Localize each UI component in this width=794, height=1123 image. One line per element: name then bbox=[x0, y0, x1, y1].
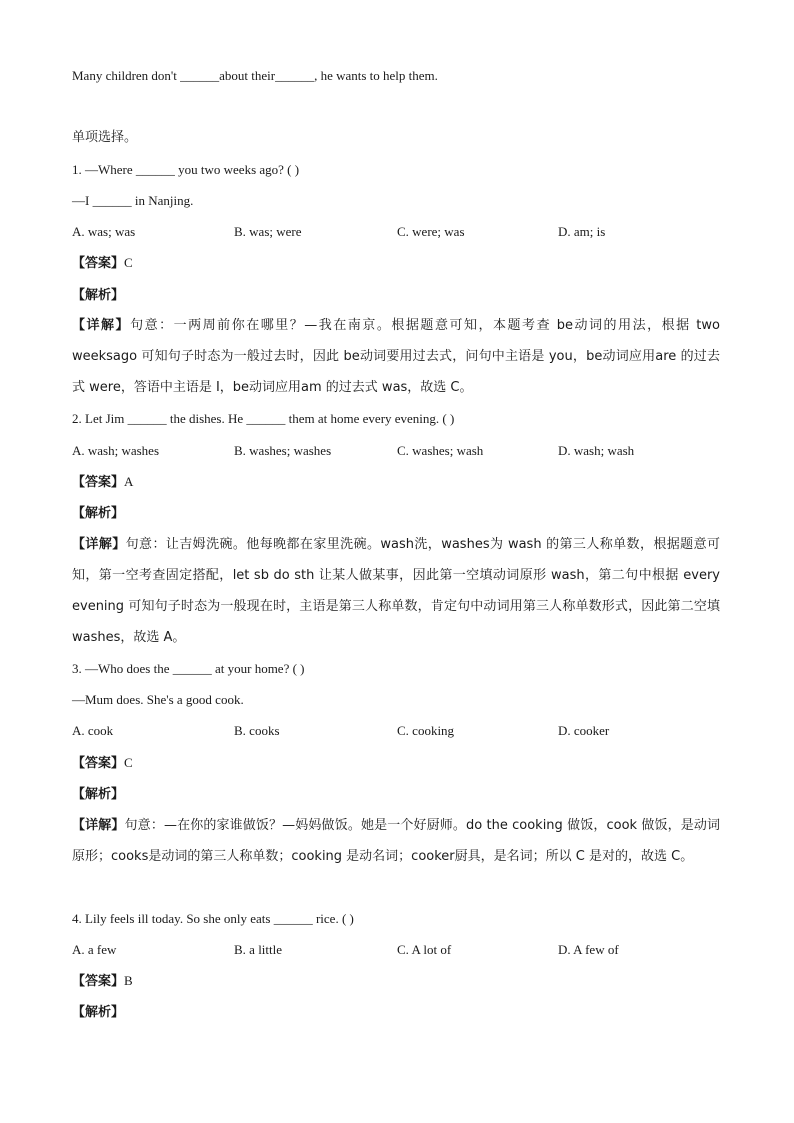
q4-answer bbox=[72, 972, 133, 991]
q4-option-c: C. A lot of bbox=[397, 942, 452, 957]
q1-option-a: A. was; was bbox=[72, 224, 136, 239]
q3-option-a: A. cook bbox=[72, 723, 114, 738]
analysis-tag: 【解析】 bbox=[72, 288, 125, 303]
q2-option-b: B. washes; washes bbox=[234, 443, 332, 458]
q1-analysis bbox=[72, 286, 124, 305]
q1-option-b: B. was; were bbox=[234, 224, 302, 239]
answer-tag: 【答案】 bbox=[72, 256, 125, 271]
q3-answer-value: C bbox=[124, 755, 133, 770]
q4-option-a: A. a few bbox=[72, 942, 117, 957]
q2-option-c: C. washes; wash bbox=[397, 443, 484, 458]
answer-tag: 【答案】 bbox=[72, 974, 125, 989]
q1-options bbox=[72, 223, 722, 241]
q1-stem: 1. —Where ______ you two weeks ago? ( ) bbox=[72, 162, 300, 177]
analysis-tag: 【解析】 bbox=[72, 1005, 125, 1020]
q3-options bbox=[72, 722, 722, 740]
q4-options bbox=[72, 941, 722, 959]
section-title: 单项选择。 bbox=[72, 130, 138, 145]
q1-detail bbox=[72, 310, 720, 403]
q2-detail bbox=[72, 529, 720, 653]
analysis-tag: 【解析】 bbox=[72, 787, 125, 802]
detail-tag: 【详解】 bbox=[72, 318, 131, 333]
q3-option-d: D. cooker bbox=[558, 723, 610, 738]
detail-tag: 【详解】 bbox=[72, 537, 126, 552]
q4-option-d: D. A few of bbox=[558, 942, 619, 957]
q3-detail-text: 句意：—在你的家谁做饭？—妈妈做饭。她是一个好厨师。do the cooking 做饭，cook 做饭，是动词原形；cooks是动词的第三人称单数；cooking 是动名词；cooker厨具，是名词；所以 C 是对的，故选 C。 bbox=[72, 818, 720, 864]
analysis-tag: 【解析】 bbox=[72, 506, 125, 521]
q3-stem: 3. —Who does the ______ at your home? ( ) bbox=[72, 661, 305, 676]
q2-option-a: A. wash; washes bbox=[72, 443, 160, 458]
q4-answer-value: B bbox=[124, 973, 133, 988]
q2-stem: 2. Let Jim ______ the dishes. He ______ them at home every evening. ( ) bbox=[72, 411, 455, 426]
q3-option-b: B. cooks bbox=[234, 723, 280, 738]
q3-stem-response: —Mum does. She's a good cook. bbox=[72, 692, 244, 707]
q4-stem: 4. Lily feels ill today. So she only eats ______ rice. ( ) bbox=[72, 911, 354, 926]
answer-tag: 【答案】 bbox=[72, 475, 125, 490]
q1-stem-response: —I ______ in Nanjing. bbox=[72, 193, 194, 208]
q2-options bbox=[72, 442, 722, 460]
q1-option-d: D. am; is bbox=[558, 224, 606, 239]
q3-detail bbox=[72, 810, 720, 872]
q1-answer bbox=[72, 254, 133, 273]
q1-answer-value: C bbox=[124, 255, 133, 270]
intro-line: Many children don't ______about their______, he wants to help them. bbox=[72, 68, 438, 83]
detail-tag: 【详解】 bbox=[72, 818, 125, 833]
q4-analysis bbox=[72, 1003, 124, 1022]
q2-answer-value: A bbox=[124, 474, 134, 489]
answer-tag: 【答案】 bbox=[72, 756, 125, 771]
q2-detail-text: 句意：让吉姆洗碗。他每晚都在家里洗碗。wash洗，washes为 wash 的第三人称单数，根据题意可知，第一空考查固定搭配，let sb do sth 让某人做某事，因此第一空填动词原形 wash，第二句中根据 every evening 可知句子时态为一般现在时，主语是第三人称单数，肯定句中动词用第三人称单数形式，因此第二空填 washes，故选 A。 bbox=[72, 537, 720, 645]
q3-answer bbox=[72, 754, 133, 773]
q2-answer bbox=[72, 473, 133, 492]
q4-option-b: B. a little bbox=[234, 942, 283, 957]
q2-analysis bbox=[72, 504, 124, 523]
q3-analysis bbox=[72, 785, 124, 804]
q2-option-d: D. wash; wash bbox=[558, 443, 635, 458]
q1-option-c: C. were; was bbox=[397, 224, 465, 239]
q1-detail-text: 句意：一两周前你在哪里？—我在南京。根据题意可知，本题考查 be动词的用法，根据 two weeksago 可知句子时态为一般过去时，因此 be动词要用过去式，问句中主语是 you，be动词应用are 的过去式 were，答语中主语是 I，be动词应用am 的过去式 was，故选 C。 bbox=[72, 318, 720, 395]
q3-option-c: C. cooking bbox=[397, 723, 455, 738]
